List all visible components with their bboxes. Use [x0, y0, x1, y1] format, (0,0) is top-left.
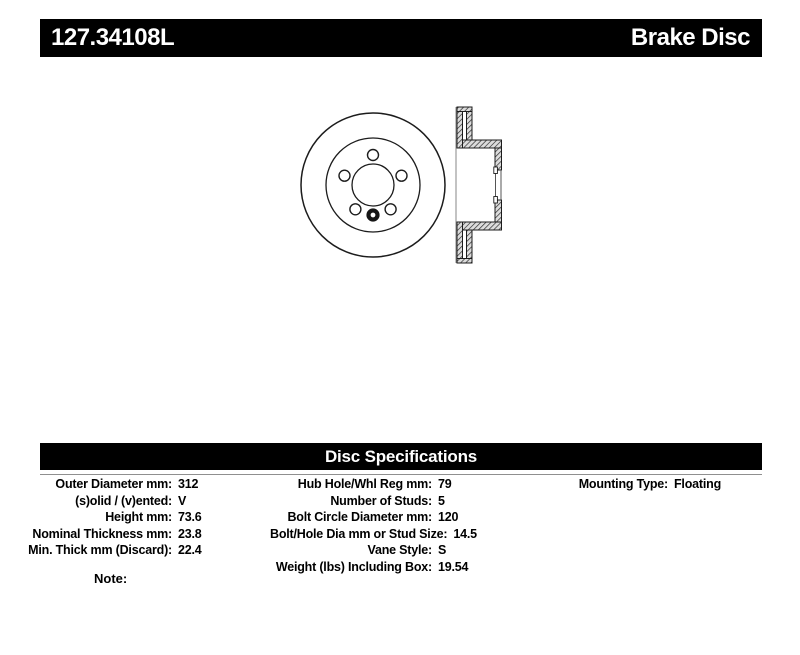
spec-section-title: Disc Specifications	[324, 447, 478, 466]
disc-cross-section-view	[456, 107, 502, 263]
stud-hole	[368, 150, 379, 161]
spec-min-thick-discard: Min. Thick mm (Discard): 22.4	[28, 543, 202, 557]
spec-outer-diameter: Outer Diameter mm: 312	[55, 477, 199, 491]
disc-friction-inner-circle	[326, 138, 420, 232]
disc-outer-circle	[301, 113, 445, 257]
part-number: 127.34108L	[51, 24, 175, 51]
stud-hole	[350, 204, 361, 215]
spec-height: Height mm: 73.6	[105, 510, 202, 524]
bottom-inboard-plate	[467, 230, 473, 263]
bottom-outboard-plate	[457, 222, 463, 263]
bottom-hat-flange	[463, 222, 502, 230]
spec-bolt-hole-dia-stud-size: Bolt/Hole Dia mm or Stud Size: 14.5	[270, 526, 477, 541]
hat-wall-upper	[495, 148, 502, 170]
stud-hole-section-notch	[494, 197, 498, 204]
spec-weight-including-box: Weight (lbs) Including Box: 19.54	[275, 559, 469, 574]
hat-wall-lower	[495, 200, 502, 222]
spec-bolt-circle-diameter: Bolt Circle Diameter mm: 120	[287, 510, 459, 524]
stud-hole	[385, 204, 396, 215]
spec-nominal-thickness: Nominal Thickness mm: 23.8	[32, 526, 202, 541]
top-cap	[457, 107, 472, 112]
product-name: Brake Disc	[630, 24, 750, 51]
set-screw-hole	[369, 211, 378, 220]
bottom-cap	[457, 259, 472, 264]
stud-holes	[339, 150, 407, 215]
disc-center-hub-hole	[352, 164, 394, 206]
spec-solid-vented: (s)olid / (v)ented: V	[75, 493, 187, 508]
spec-divider-line	[40, 474, 762, 475]
stud-hole	[396, 170, 407, 181]
note-label: Note:	[94, 571, 128, 586]
spec-column-middle	[270, 476, 520, 575]
spec-section-bar	[40, 443, 762, 470]
spec-column-left	[20, 476, 280, 559]
spec-mounting-type: Mounting Type: Floating	[578, 477, 722, 491]
top-inboard-plate	[467, 107, 473, 140]
header-bar	[40, 19, 762, 57]
top-outboard-plate	[457, 107, 463, 148]
spec-column-right	[530, 476, 770, 493]
spec-vane-style: Vane Style: S	[367, 543, 447, 557]
stud-hole-section-notch	[494, 167, 498, 174]
spec-hub-hole-whl-reg: Hub Hole/Whl Reg mm: 79	[297, 477, 452, 491]
disc-front-view	[301, 113, 445, 257]
stud-hole	[339, 170, 350, 181]
top-hat-flange	[463, 140, 502, 148]
spec-number-of-studs: Number of Studs: 5	[330, 493, 445, 508]
